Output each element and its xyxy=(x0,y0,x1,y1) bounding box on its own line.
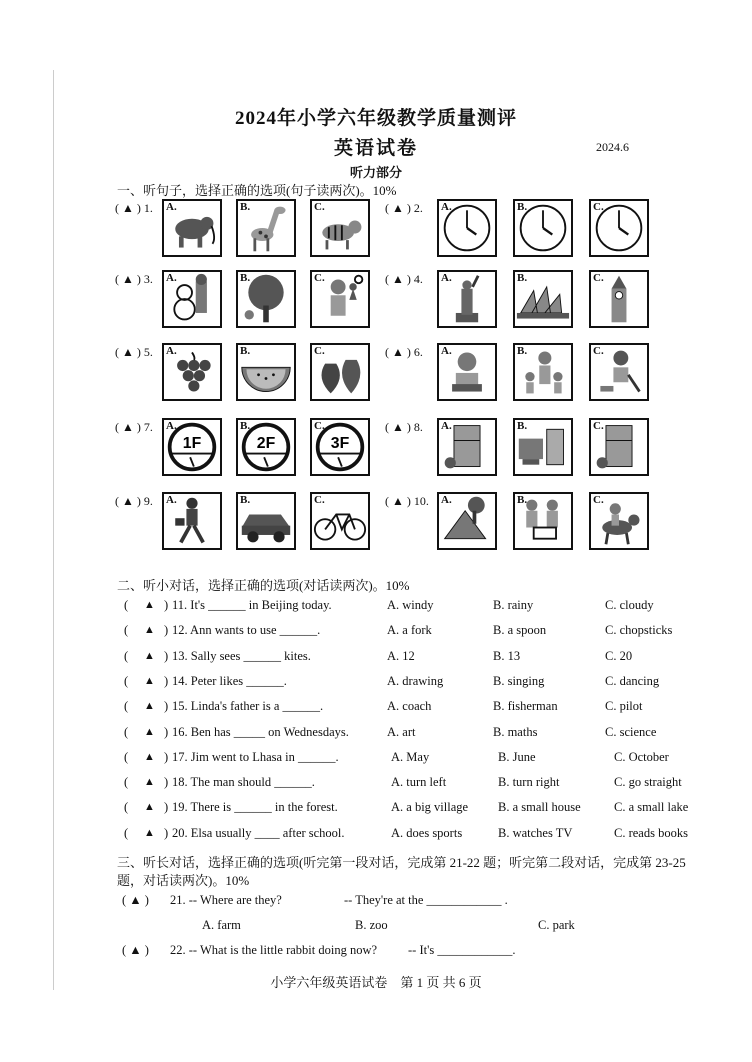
question-8-label[interactable]: ( ▲ ) 8. xyxy=(385,420,423,434)
option-letter: B. xyxy=(240,201,251,213)
option-b[interactable]: B. zoo xyxy=(355,918,388,932)
question-text: 12. Ann wants to use ______. xyxy=(172,623,321,638)
option-b[interactable]: B. fisherman xyxy=(493,699,558,714)
option-letter: A. xyxy=(166,201,177,213)
option-letter: B. xyxy=(517,494,528,506)
paren-open: ( xyxy=(124,623,129,638)
question-text: 13. Sally sees ______ kites. xyxy=(172,648,311,663)
option-c[interactable]: C. go straight xyxy=(614,775,682,790)
option-c[interactable]: C. science xyxy=(605,724,657,739)
question-2-label[interactable]: ( ▲ ) 2. xyxy=(385,201,423,215)
question-8-option-a[interactable] xyxy=(437,418,497,476)
option-letter: B. xyxy=(240,494,251,506)
answer-slot[interactable]: ▲ xyxy=(144,649,155,662)
answer-slot[interactable]: ( ▲ ) xyxy=(122,893,149,907)
option-letter: A. xyxy=(166,345,177,357)
answer-slot[interactable]: ▲ xyxy=(144,599,155,611)
question-2-option-b[interactable] xyxy=(513,199,573,257)
option-a[interactable]: A. windy xyxy=(387,598,434,612)
option-letter: B. xyxy=(240,272,251,284)
option-letter: C. xyxy=(593,272,604,284)
option-letter: B. xyxy=(517,345,528,357)
question-3-option-a[interactable] xyxy=(162,270,222,328)
option-letter: A. xyxy=(441,201,452,213)
answer-slot[interactable]: ▲ xyxy=(144,700,155,713)
option-b[interactable]: B. maths xyxy=(493,724,538,739)
question-16 xyxy=(122,725,712,743)
option-a[interactable]: A. turn left xyxy=(391,775,447,790)
option-b[interactable]: B. a small house xyxy=(498,800,581,815)
option-letter: A. xyxy=(441,494,452,506)
question-8-option-c[interactable] xyxy=(589,418,649,476)
question-15 xyxy=(122,699,712,717)
option-b[interactable]: B. June xyxy=(498,749,536,764)
question-4-option-a[interactable] xyxy=(437,270,497,328)
question-13 xyxy=(122,649,712,667)
question-6-option-a[interactable] xyxy=(437,343,497,401)
paren-close: ) xyxy=(164,673,169,688)
option-letter: C. xyxy=(314,272,325,284)
answer-slot[interactable]: ▲ xyxy=(144,674,155,687)
question-8-option-b[interactable] xyxy=(513,418,573,476)
part1-heading: 一、听句子，选择正确的选项(句子读两次)。10% xyxy=(117,183,397,198)
paren-close: ) xyxy=(164,800,169,815)
option-a[interactable]: A. farm xyxy=(202,918,241,932)
answer-slot[interactable]: ▲ xyxy=(144,801,155,814)
question-10-option-b[interactable] xyxy=(513,492,573,550)
question-5-option-a[interactable] xyxy=(162,343,222,401)
question-7-option-b[interactable] xyxy=(236,418,296,476)
option-c[interactable]: C. chopsticks xyxy=(605,623,673,638)
page-footer: 小学六年级英语试卷 第 1 页 共 6 页 xyxy=(270,975,482,990)
answer-blank: -- It's ____________. xyxy=(408,943,516,957)
option-c[interactable]: C. 20 xyxy=(605,648,633,663)
option-letter: B. xyxy=(240,345,251,357)
question-1-option-b[interactable] xyxy=(236,199,296,257)
answer-slot[interactable]: ▲ xyxy=(144,624,155,637)
paren-close: ) xyxy=(164,749,169,764)
option-letter: C. xyxy=(314,201,325,213)
option-b[interactable]: B. rainy xyxy=(493,598,534,612)
option-c[interactable]: C. cloudy xyxy=(605,598,654,612)
question-text: 14. Peter likes ______. xyxy=(172,673,287,688)
paren-open: ( xyxy=(124,825,129,840)
option-letter: A. xyxy=(166,494,177,506)
answer-slot[interactable]: ▲ xyxy=(144,750,155,763)
question-3-label[interactable]: ( ▲ ) 3. xyxy=(115,272,153,286)
question-11 xyxy=(122,598,712,616)
option-letter: C. xyxy=(314,345,325,357)
paren-open: ( xyxy=(124,598,129,612)
svg-text:3F: 3F xyxy=(330,434,350,452)
option-letter: C. xyxy=(593,420,604,432)
option-letter: A. xyxy=(441,345,452,357)
svg-text:2F: 2F xyxy=(256,434,276,452)
part3-heading-line2: 题，对话读两次)。10% xyxy=(117,873,250,888)
paren-open: ( xyxy=(124,724,129,739)
option-c[interactable]: C. reads books xyxy=(614,825,688,840)
option-letter: C. xyxy=(593,345,604,357)
option-b[interactable]: B. a spoon xyxy=(493,623,547,638)
question-2-option-c[interactable] xyxy=(589,199,649,257)
option-a[interactable]: A. a fork xyxy=(387,623,432,638)
question-10-option-a[interactable] xyxy=(437,492,497,550)
paren-open: ( xyxy=(124,673,129,688)
option-a[interactable]: A. art xyxy=(387,724,416,739)
question-text: 19. There is ______ in the forest. xyxy=(172,800,338,815)
svg-text:1F: 1F xyxy=(182,434,202,452)
option-letter: A. xyxy=(441,420,452,432)
question-1-label[interactable]: ( ▲ ) 1. xyxy=(115,201,153,215)
question-6-option-b[interactable] xyxy=(513,343,573,401)
question-text: 16. Ben has _____ on Wednesdays. xyxy=(172,724,349,739)
option-letter: C. xyxy=(314,494,325,506)
question-1-option-a[interactable] xyxy=(162,199,222,257)
question-1-option-c[interactable] xyxy=(310,199,370,257)
question-6-label[interactable]: ( ▲ ) 6. xyxy=(385,345,423,359)
exam-subtitle: 英语试卷 xyxy=(333,138,418,159)
option-letter: B. xyxy=(517,420,528,432)
exam-title: 2024年小学六年级教学质量测评 xyxy=(234,108,517,129)
question-9-option-a[interactable] xyxy=(162,492,222,550)
paren-open: ( xyxy=(124,749,129,764)
answer-blank: -- They're at the ____________ . xyxy=(344,893,508,907)
question-text: 17. Jim went to Lhasa in ______. xyxy=(172,749,339,764)
paren-close: ) xyxy=(164,825,169,840)
question-2-option-a[interactable] xyxy=(437,199,497,257)
option-a[interactable]: A. May xyxy=(391,749,430,764)
part2-heading: 二、听小对话，选择正确的选项(对话读两次)。10% xyxy=(117,578,410,593)
question-3-option-b[interactable] xyxy=(236,270,296,328)
answer-slot[interactable]: ▲ xyxy=(144,826,155,839)
option-c[interactable]: C. pilot xyxy=(605,699,643,714)
question-7-label[interactable]: ( ▲ ) 7. xyxy=(115,420,153,434)
paren-close: ) xyxy=(164,699,169,714)
option-a[interactable]: A. a big village xyxy=(391,800,469,815)
question-3-option-c[interactable] xyxy=(310,270,370,328)
question-4-option-c[interactable] xyxy=(589,270,649,328)
paren-open: ( xyxy=(124,699,129,714)
question-5-label[interactable]: ( ▲ ) 5. xyxy=(115,345,153,359)
option-b[interactable]: B. 13 xyxy=(493,648,521,663)
option-c[interactable]: C. park xyxy=(538,918,575,932)
question-18 xyxy=(122,775,712,793)
question-22 xyxy=(122,943,712,961)
option-b[interactable]: B. watches TV xyxy=(498,825,573,840)
option-letter: A. xyxy=(166,272,177,284)
option-a[interactable]: A. 12 xyxy=(387,648,415,663)
paren-close: ) xyxy=(164,598,169,612)
option-a[interactable]: A. drawing xyxy=(387,673,444,688)
paren-close: ) xyxy=(164,623,169,638)
question-5-option-b[interactable] xyxy=(236,343,296,401)
paren-open: ( xyxy=(124,648,129,663)
question-21 xyxy=(122,893,712,911)
option-b[interactable]: B. singing xyxy=(493,673,545,688)
question-21-options xyxy=(122,918,712,936)
option-letter: C. xyxy=(593,494,604,506)
question-text: 15. Linda's father is a ______. xyxy=(172,699,324,714)
question-19 xyxy=(122,800,712,818)
answer-slot[interactable]: ▲ xyxy=(144,776,155,789)
paren-close: ) xyxy=(164,775,169,790)
option-letter: C. xyxy=(314,420,325,432)
option-letter: B. xyxy=(240,420,251,432)
question-7-option-a[interactable] xyxy=(162,418,222,476)
option-b[interactable]: B. turn right xyxy=(498,775,560,790)
option-letter: B. xyxy=(517,272,528,284)
question-7-option-c[interactable] xyxy=(310,418,370,476)
paren-close: ) xyxy=(164,724,169,739)
option-letter: A. xyxy=(441,272,452,284)
paren-open: ( xyxy=(124,800,129,815)
question-10-option-c[interactable] xyxy=(589,492,649,550)
question-17 xyxy=(122,750,712,768)
question-14 xyxy=(122,674,712,692)
question-9-label[interactable]: ( ▲ ) 9. xyxy=(115,494,153,508)
option-c[interactable]: C. October xyxy=(614,749,669,764)
answer-slot[interactable]: ▲ xyxy=(144,725,155,738)
option-c[interactable]: C. a small lake xyxy=(614,800,689,815)
option-a[interactable]: A. does sports xyxy=(391,825,463,840)
exam-date: 2024.6 xyxy=(596,140,629,154)
option-letter: C. xyxy=(593,201,604,213)
answer-slot[interactable]: ( ▲ ) xyxy=(122,943,149,957)
question-20 xyxy=(122,826,712,844)
question-9-option-c[interactable] xyxy=(310,492,370,550)
option-a[interactable]: A. coach xyxy=(387,699,432,714)
question-6-option-c[interactable] xyxy=(589,343,649,401)
part3-heading-line1: 三、听长对话，选择正确的选项(听完第一段对话，完成第 21-22 题；听完第二段对话，完成第 23-25 xyxy=(117,855,686,870)
question-text: 11. It's ______ in Beijing today. xyxy=(172,598,332,612)
question-5-option-c[interactable] xyxy=(310,343,370,401)
question-4-option-b[interactable] xyxy=(513,270,573,328)
option-letter: B. xyxy=(517,201,528,213)
option-letter: A. xyxy=(166,420,177,432)
question-10-label[interactable]: ( ▲ ) 10. xyxy=(385,494,429,508)
paren-close: ) xyxy=(164,648,169,663)
question-12 xyxy=(122,623,712,641)
option-c[interactable]: C. dancing xyxy=(605,673,660,688)
section-title: 听力部分 xyxy=(349,165,402,180)
question-text: 20. Elsa usually ____ after school. xyxy=(172,825,345,840)
question-text: 18. The man should ______. xyxy=(172,775,315,790)
question-4-label[interactable]: ( ▲ ) 4. xyxy=(385,272,423,286)
paren-open: ( xyxy=(124,775,129,790)
page-margin-line xyxy=(53,70,54,990)
question-text: 22. -- What is the little rabbit doing now? xyxy=(170,943,378,957)
question-9-option-b[interactable] xyxy=(236,492,296,550)
question-text: 21. -- Where are they? xyxy=(170,893,282,907)
